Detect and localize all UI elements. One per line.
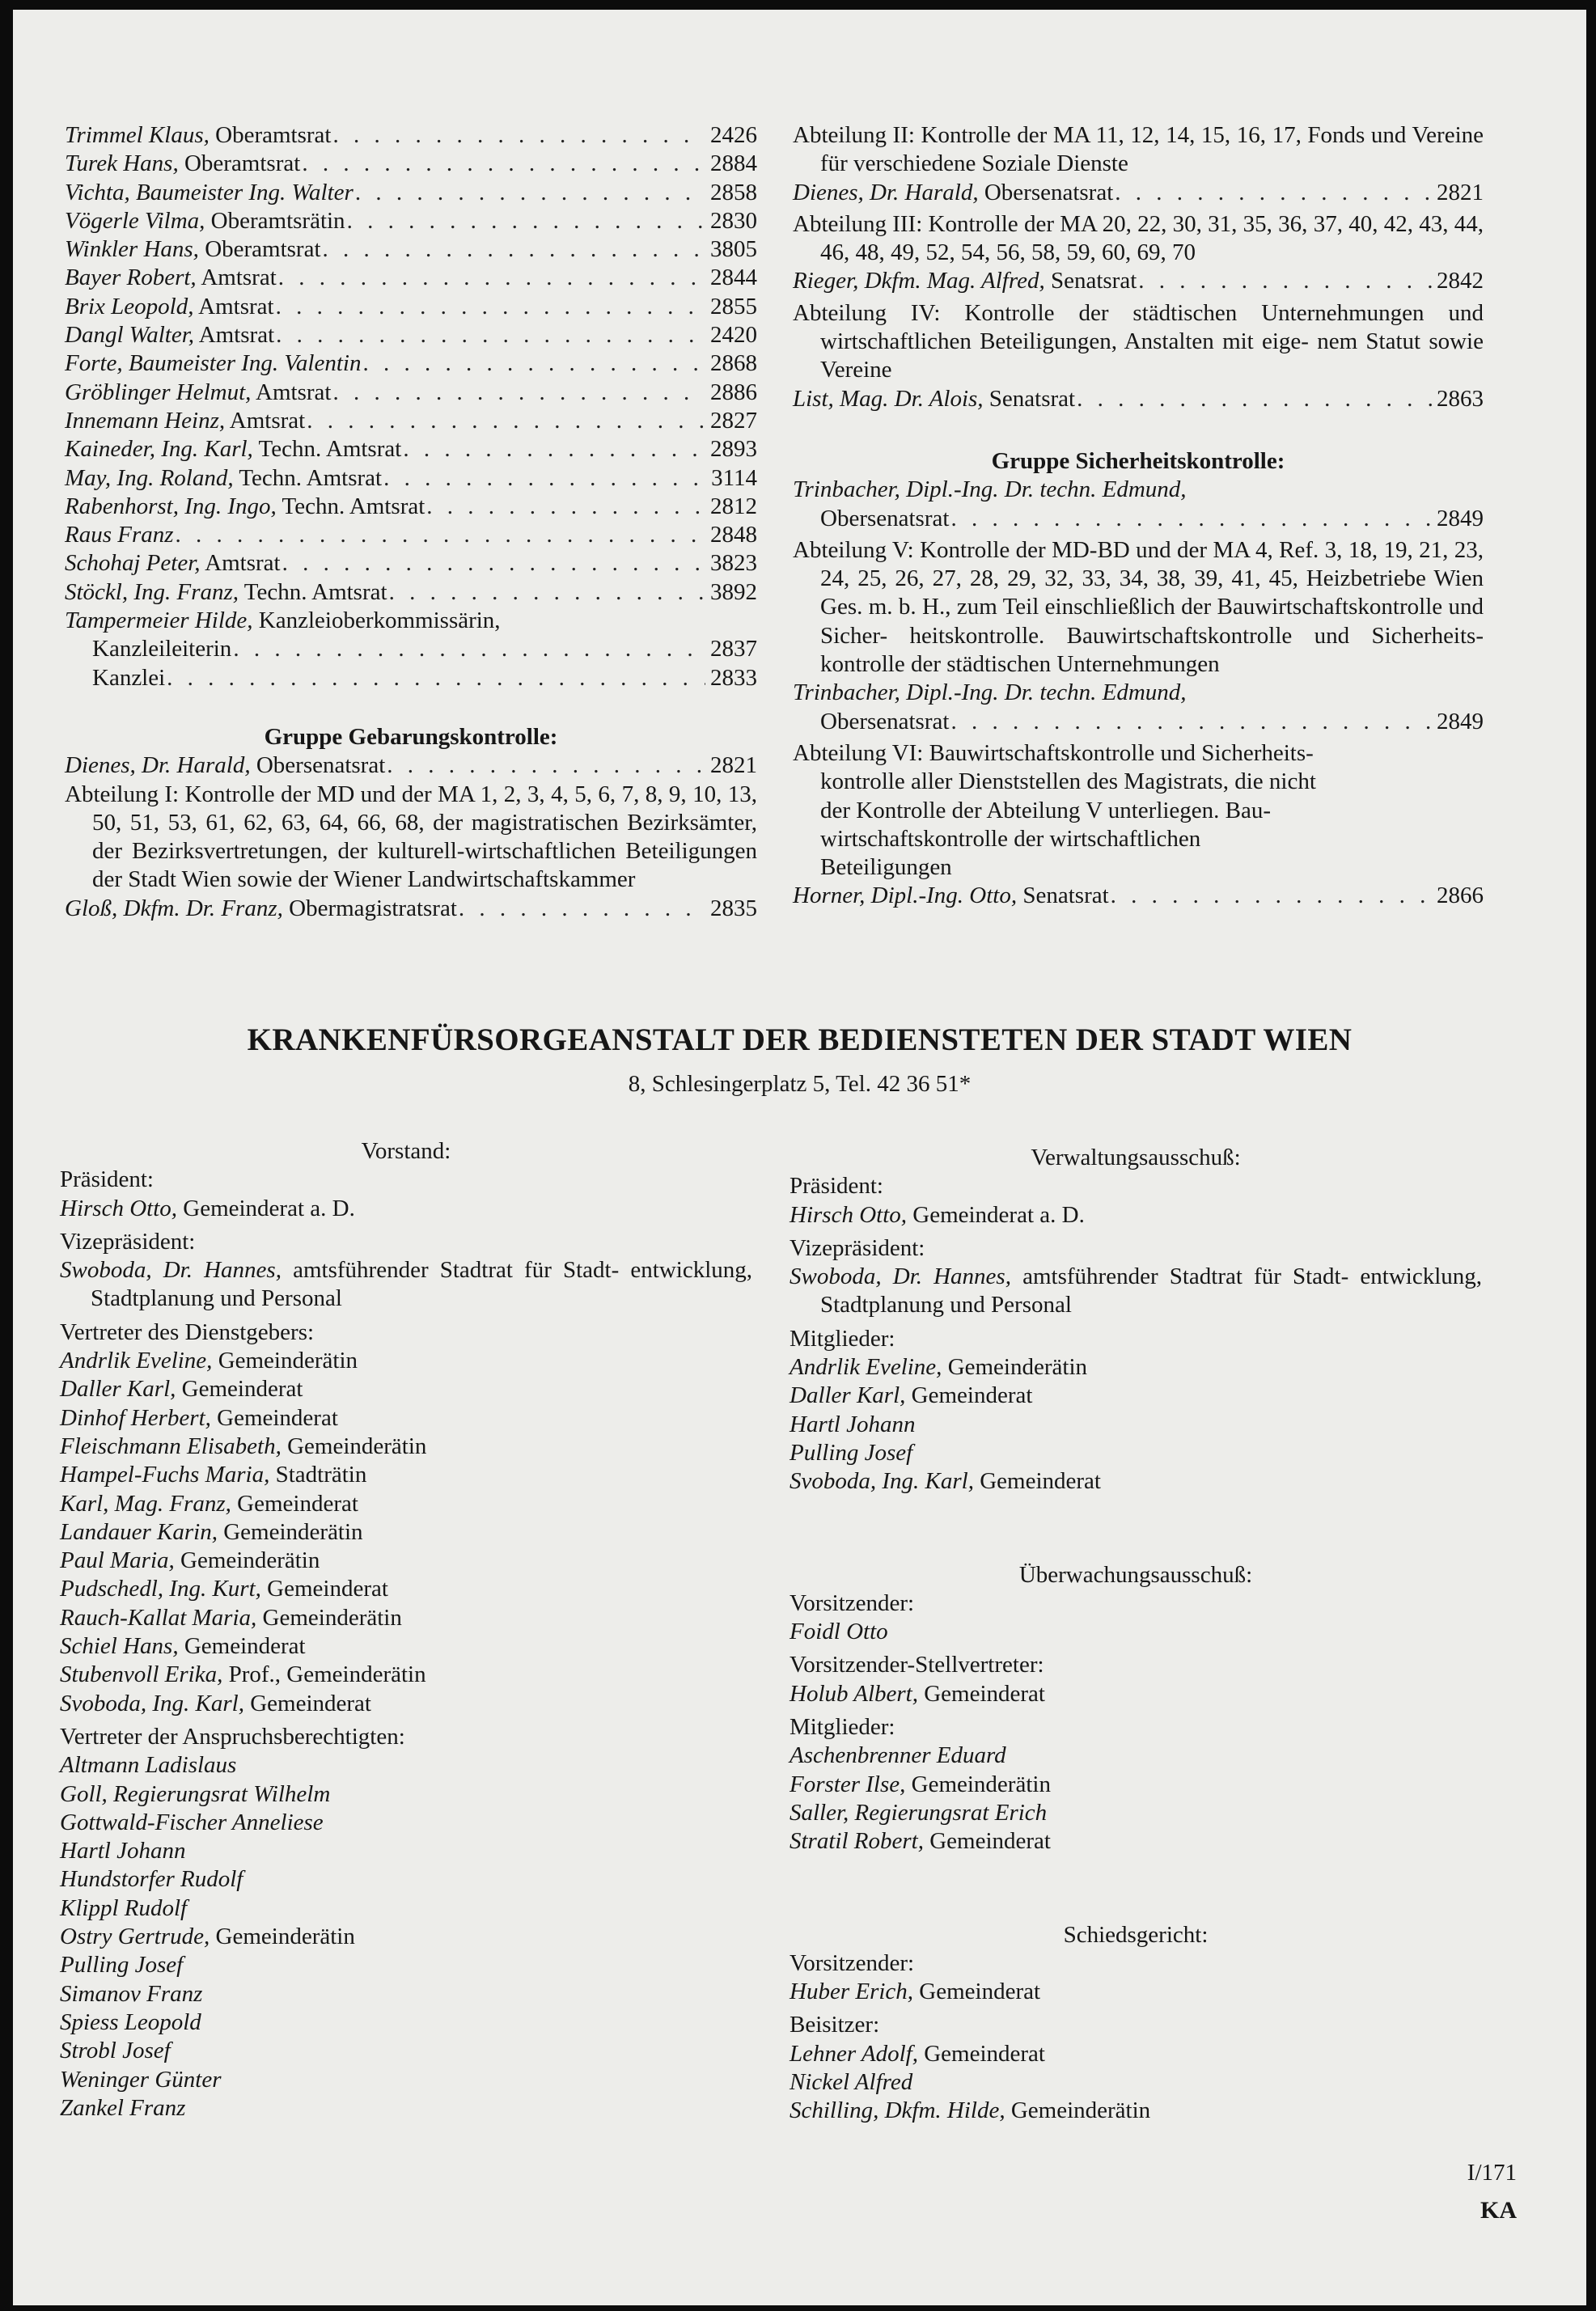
person-entry	[790, 1353, 1482, 1382]
person-name: Nickel Alfred	[790, 2069, 913, 2096]
page	[13, 10, 1586, 2305]
person-entry	[60, 1347, 752, 1375]
staff-title: Amtsrat	[201, 265, 277, 291]
staff-title: Oberamtsrat	[205, 236, 321, 263]
person-entry	[790, 2040, 1482, 2068]
role-label: Vorsitzender:	[790, 1589, 915, 1616]
person-entry	[60, 1375, 752, 1403]
staff-title: Amtsrat	[256, 379, 332, 405]
person-entry	[790, 2068, 1482, 2097]
person-name: Landauer Karin,	[60, 1518, 218, 1545]
staff-title: Oberamtsrat	[184, 150, 301, 177]
staff-entry	[65, 493, 757, 521]
person-name: Fleischmann Elisabeth,	[60, 1433, 282, 1459]
staff-title: Techn. Amtsrat	[239, 464, 383, 491]
person-title: Gemeinderätin	[1010, 2097, 1151, 2124]
staff-entry	[65, 464, 757, 493]
phone-extension: 2884	[710, 150, 757, 177]
person-entry: Swoboda, Dr. Hannes, amtsführender Stadtrat für Stadt- entwicklung, Stadtplanung und Personal	[790, 1263, 1483, 1318]
person-entry	[60, 1433, 752, 1461]
staff-name: Stöckl, Ing. Franz,	[65, 578, 239, 605]
person-entry	[60, 1690, 752, 1718]
phone-extension: 2827	[710, 407, 757, 434]
person-entry: Huber Erich, Gemeinderat	[790, 1979, 1041, 2005]
staff-name: May, Ing. Roland,	[65, 464, 234, 491]
person-entry	[790, 1742, 1482, 1770]
phone-extension: 3823	[710, 550, 757, 577]
person-entry	[60, 1865, 752, 1894]
person-name: Klippl Rudolf	[60, 1894, 188, 1921]
person-entry	[60, 1575, 752, 1603]
staff-title: Techn. Amtsrat	[258, 436, 402, 463]
staff-entry	[65, 207, 757, 235]
member-list	[790, 2040, 1482, 2126]
department-description: Abteilung V: Kontrolle der MD-BD und der MA 4, Ref. 3, 18, 19, 21, 23, 24, 25, 26, 27, 28, 29, 32, 33, 34, 38, 39, 41, 45, Heizbetriebe Wien Ges. m. b. H., zum Teil einschließlich der Bauwirtschaftskontrolle und Sicher- heitskontrolle. Bauwirtschaftskontrolle und Sicherheits- kontrolle der städtischen Unternehmungen	[793, 536, 1484, 678]
person-title: Gemeinderat	[980, 1468, 1101, 1495]
phone-extension: 2893	[710, 436, 757, 463]
person-entry	[790, 1827, 1482, 1856]
department-description: Abteilung II: Kontrolle der MA 11, 12, 14, 15, 16, 17, Fonds und Vereine für verschiedene Soziale Dienste	[793, 122, 1484, 177]
person-title: Gemeinderat	[267, 1576, 388, 1602]
member-list	[60, 1347, 752, 1718]
person-title: Gemeinderat	[911, 1382, 1033, 1409]
person-name: Schiel Hans,	[60, 1633, 179, 1660]
person-entry	[790, 1467, 1482, 1496]
phone-extension: 3892	[710, 578, 757, 605]
person-name: Svoboda, Ing. Karl,	[790, 1468, 974, 1495]
staff-name: Trimmel Klaus,	[65, 122, 210, 148]
group-head-entry: Obersenatsrat . . . 2849	[793, 505, 1484, 533]
person-title: Gemeinderätin	[215, 1924, 355, 1950]
department-description: Abteilung VI: Bauwirtschaftskontrolle und Sicherheits- kontrolle aller Dienststellen des Magistrats, die nicht der Kontrolle der Abteilung V unterliegen. Bau- wirtschaftskontrolle der wirtschaftlichen Beteiligungen	[793, 739, 1316, 881]
staff-entry	[65, 549, 757, 578]
phone-extension: 2855	[710, 293, 757, 320]
role-label: Vizepräsident:	[790, 1234, 925, 1261]
department-description: Abteilung III: Kontrolle der MA 20, 22, 30, 31, 35, 36, 37, 40, 42, 43, 44, 46, 48, 49, 52, 54, 56, 58, 59, 60, 69, 70	[793, 210, 1484, 266]
person-entry	[790, 2097, 1482, 2125]
person-entry: Swoboda, Dr. Hannes, amtsführender Stadtrat für Stadt- entwicklung, Stadtplanung und Personal	[60, 1257, 753, 1312]
staff-entry	[65, 349, 757, 378]
person-title: Gemeinderat	[237, 1490, 358, 1517]
staff-name: Rabenhorst, Ing. Ingo,	[65, 493, 277, 519]
right-top-column	[793, 121, 1484, 911]
staff-name: Forte, Baumeister Ing. Valentin	[65, 350, 362, 377]
person-name: Andrlik Eveline,	[790, 1354, 942, 1381]
person-name: Aschenbrenner Eduard	[790, 1742, 1006, 1769]
person-entry	[790, 1771, 1482, 1799]
person-title: Gemeinderat	[250, 1690, 371, 1716]
person-title: Gemeinderätin	[218, 1348, 358, 1374]
person-name: Hundstorfer Rudolf	[60, 1866, 243, 1893]
person-name: Pulling Josef	[60, 1952, 184, 1979]
staff-title: Amtsrat	[198, 293, 274, 320]
staff-name: Raus Franz	[65, 522, 174, 548]
staff-name: Kaineder, Ing. Karl,	[65, 436, 253, 463]
phone-extension: 2812	[710, 493, 757, 519]
person-entry	[790, 1439, 1482, 1467]
person-name: Schilling, Dkfm. Hilde,	[790, 2097, 1005, 2124]
person-name: Paul Maria,	[60, 1547, 175, 1574]
committees-column	[790, 1144, 1482, 2126]
page-number: I/171	[1467, 2160, 1517, 2186]
role-label: Vorsitzender-Stellvertreter:	[790, 1652, 1044, 1678]
person-name: Forster Ilse,	[790, 1771, 906, 1797]
phone-extension: 2848	[710, 522, 757, 548]
person-entry	[60, 1490, 752, 1518]
member-list	[790, 1742, 1482, 1856]
section-address: 8, Schlesingerplatz 5, Tel. 42 36 51*	[628, 1071, 972, 1097]
person-entry	[60, 2037, 752, 2065]
department-head-entry: Gloß, Dkfm. Dr. Franz, Obermagistratsrat . . . 2835	[65, 895, 757, 923]
person-entry: Hirsch Otto, Gemeinderat a. D.	[60, 1195, 355, 1221]
staff-list	[65, 121, 757, 607]
staff-entry	[65, 121, 757, 150]
staff-entry: Kanzlei . . . 2833	[65, 664, 757, 692]
phone-extension: 3805	[710, 236, 757, 263]
left-top-column	[65, 121, 757, 923]
person-name: Hartl Johann	[60, 1838, 186, 1864]
person-title: Gemeinderätin	[180, 1547, 320, 1574]
vorstand-heading: Vorstand:	[361, 1138, 451, 1164]
staff-entry	[65, 235, 757, 264]
staff-title: Techn. Amtsrat	[243, 578, 387, 605]
department-head-entry: Rieger, Dkfm. Mag. Alfred, Senatsrat . . . 2842	[793, 267, 1484, 295]
staff-entry	[65, 379, 757, 407]
person-title: Gemeinderätin	[223, 1518, 363, 1545]
role-label: Präsident:	[60, 1166, 154, 1193]
role-label: Vorsitzender:	[790, 1949, 915, 1976]
phone-extension: 2858	[710, 179, 757, 205]
staff-title: Oberamtsrätin	[210, 207, 345, 234]
staff-name: Innemann Heinz,	[65, 407, 226, 434]
department-head-name: Trinbacher, Dipl.-Ing. Dr. techn. Edmund,	[793, 679, 1187, 706]
role-label: Beisitzer:	[790, 2012, 880, 2038]
person-title: Prof., Gemeinderätin	[228, 1661, 426, 1688]
person-title: Gemeinderätin	[287, 1433, 427, 1459]
person-entry	[60, 1980, 752, 2008]
role-label: Vizepräsident:	[60, 1228, 196, 1255]
staff-entry	[65, 321, 757, 349]
staff-entry	[65, 407, 757, 435]
person-entry: Foidl Otto	[790, 1619, 888, 1645]
department-head-entry: Horner, Dipl.-Ing. Otto, Senatsrat . . . 2866	[793, 882, 1484, 910]
person-entry	[60, 1951, 752, 1979]
person-entry	[790, 1799, 1482, 1827]
phone-extension: 2886	[710, 379, 757, 405]
staff-title: Amtsrat	[229, 407, 306, 434]
person-name: Pulling Josef	[790, 1439, 913, 1466]
person-name: Altmann Ladislaus	[60, 1752, 237, 1779]
phone-extension: 2868	[710, 350, 757, 377]
ueberwachung-heading: Überwachungsausschuß:	[1018, 1561, 1253, 1588]
person-name: Andrlik Eveline,	[60, 1348, 213, 1374]
role-label: Mitglieder:	[790, 1714, 895, 1741]
person-entry	[790, 1382, 1482, 1410]
staff-entry: Kanzleileiterin . . . 2837	[65, 635, 757, 663]
person-name: Gottwald-Fischer Anneliese	[60, 1809, 324, 1835]
person-name: Hartl Johann	[790, 1411, 916, 1437]
phone-extension: 2830	[710, 207, 757, 234]
staff-name: Vögerle Vilma,	[65, 207, 205, 234]
member-list	[60, 1751, 752, 2123]
person-entry: Hirsch Otto, Gemeinderat a. D.	[790, 1201, 1085, 1228]
person-entry	[60, 1751, 752, 1780]
staff-entry	[65, 179, 757, 207]
person-name: Rauch-Kallat Maria,	[60, 1604, 257, 1631]
person-entry	[60, 1461, 752, 1489]
vorstand-column	[60, 1137, 752, 2123]
person-title: Gemeinderätin	[911, 1771, 1051, 1797]
role-label: Präsident:	[790, 1173, 883, 1200]
person-entry	[60, 2008, 752, 2037]
section-title: KRANKENFÜRSORGEANSTALT DER BEDIENSTETEN DER STADT WIEN	[247, 1022, 1353, 1057]
person-name: Svoboda, Ing. Karl,	[60, 1690, 244, 1716]
person-title: Gemeinderat	[929, 1828, 1051, 1855]
person-title: Gemeinderat	[924, 2040, 1045, 2067]
staff-title: Oberamtsrat	[215, 122, 332, 148]
role-label: Vertreter der Anspruchsberechtigten:	[60, 1723, 405, 1750]
department-head-entry: Dienes, Dr. Harald, Obersenatsrat . . . 2821	[793, 179, 1484, 207]
person-name: Karl, Mag. Franz,	[60, 1490, 231, 1517]
person-entry	[60, 2066, 752, 2094]
person-title: Stadträtin	[275, 1462, 367, 1488]
department-description: Abteilung IV: Kontrolle der städtischen Unternehmungen und wirtschaftlichen Beteiligungen, Anstalten mit eige- nem Statut sowie Vereine	[793, 299, 1484, 383]
staff-name: Brix Leopold,	[65, 293, 194, 320]
person-name: Strobl Josef	[60, 2038, 171, 2064]
member-list	[790, 1353, 1482, 1496]
person-name: Zankel Franz	[60, 2094, 186, 2121]
person-entry	[60, 1518, 752, 1547]
role-label: Vertreter des Dienstgebers:	[60, 1318, 315, 1345]
staff-entry	[65, 521, 757, 549]
section-mark: KA	[1480, 2197, 1517, 2224]
person-entry	[60, 1780, 752, 1809]
staff-entry	[65, 578, 757, 607]
person-name: Hampel-Fuchs Maria,	[60, 1462, 270, 1488]
person-name: Stratil Robert,	[790, 1828, 924, 1855]
person-title: Gemeinderätin	[262, 1604, 402, 1631]
person-name: Weninger Günter	[60, 2066, 222, 2093]
staff-name: Turek Hans,	[65, 150, 179, 177]
staff-title: Amtsrat	[198, 322, 275, 349]
staff-title: Amtsrat	[205, 550, 281, 577]
person-entry	[60, 2094, 752, 2123]
person-name: Saller, Regierungsrat Erich	[790, 1799, 1048, 1826]
department-description: Abteilung I: Kontrolle der MD und der MA 1, 2, 3, 4, 5, 6, 7, 8, 9, 10, 13, 50, 51, 53, 61, 62, 63, 64, 66, 68, der magistratischen Bezirksämter, der Bezirksvertretungen, der kulturell-wirtschaftlichen Beteiligungen der Stadt Wien sowie der Wiener Landwirtschaftskammer	[65, 781, 758, 893]
person-name: Ostry Gertrude,	[60, 1924, 210, 1950]
person-name: Daller Karl,	[790, 1382, 906, 1409]
staff-entry	[65, 264, 757, 292]
person-name: Daller Karl,	[60, 1376, 176, 1403]
staff-entry	[65, 435, 757, 463]
person-entry	[60, 1661, 752, 1689]
person-title: Gemeinderat	[217, 1404, 338, 1431]
schieds-heading: Schiedsgericht:	[1063, 1921, 1209, 1948]
person-name: Spiess Leopold	[60, 2008, 201, 2035]
person-name: Stubenvoll Erika,	[60, 1661, 223, 1688]
phone-extension: 2420	[710, 322, 757, 349]
person-name: Pudschedl, Ing. Kurt,	[60, 1576, 261, 1602]
verwaltung-heading: Verwaltungsausschuß:	[1031, 1145, 1241, 1170]
staff-name: Gröblinger Helmut,	[65, 379, 252, 405]
person-name: Dinhof Herbert,	[60, 1404, 211, 1431]
person-entry	[60, 1547, 752, 1575]
group-head-entry: Dienes, Dr. Harald, Obersenatsrat . . . 2821	[65, 751, 757, 780]
staff-name: Dangl Walter,	[65, 322, 195, 349]
department-head-entry: Obersenatsrat . . . 2849	[793, 708, 1484, 736]
group-heading-sicherheit: Gruppe Sicherheitskontrolle:	[991, 447, 1285, 474]
phone-extension: 2844	[710, 265, 757, 291]
person-entry	[60, 1809, 752, 1837]
staff-name: Vichta, Baumeister Ing. Walter	[65, 179, 353, 205]
person-entry: Holub Albert, Gemeinderat	[790, 1680, 1045, 1707]
person-name: Simanov Franz	[60, 1980, 203, 2007]
staff-entry: Tampermeier Hilde, Kanzleioberkommissärin,	[65, 607, 501, 634]
role-label: Mitglieder:	[790, 1325, 895, 1352]
person-entry	[790, 1411, 1482, 1439]
person-entry	[60, 1923, 752, 1951]
phone-extension: 2426	[710, 122, 757, 148]
person-name: Lehner Adolf,	[790, 2040, 918, 2067]
person-name: Goll, Regierungsrat Wilhelm	[60, 1780, 331, 1807]
person-entry	[60, 1632, 752, 1661]
group-head-name: Trinbacher, Dipl.-Ing. Dr. techn. Edmund,	[793, 476, 1187, 503]
staff-entry	[65, 293, 757, 321]
staff-name: Schohaj Peter,	[65, 550, 201, 577]
group-heading-gebarung: Gruppe Gebarungskontrolle:	[264, 723, 558, 750]
person-title: Gemeinderat	[181, 1376, 303, 1403]
staff-name: Winkler Hans,	[65, 236, 199, 263]
person-title: Gemeinderat	[184, 1633, 306, 1660]
person-entry	[60, 1604, 752, 1632]
staff-entry	[65, 150, 757, 178]
person-entry	[60, 1404, 752, 1433]
phone-extension: 3114	[711, 464, 757, 491]
person-entry	[60, 1894, 752, 1923]
department-head-entry: List, Mag. Dr. Alois, Senatsrat . . . 2863	[793, 385, 1484, 413]
staff-name: Bayer Robert,	[65, 265, 197, 291]
person-entry	[60, 1837, 752, 1865]
person-title: Gemeinderätin	[947, 1354, 1088, 1381]
staff-title: Techn. Amtsrat	[282, 493, 425, 519]
